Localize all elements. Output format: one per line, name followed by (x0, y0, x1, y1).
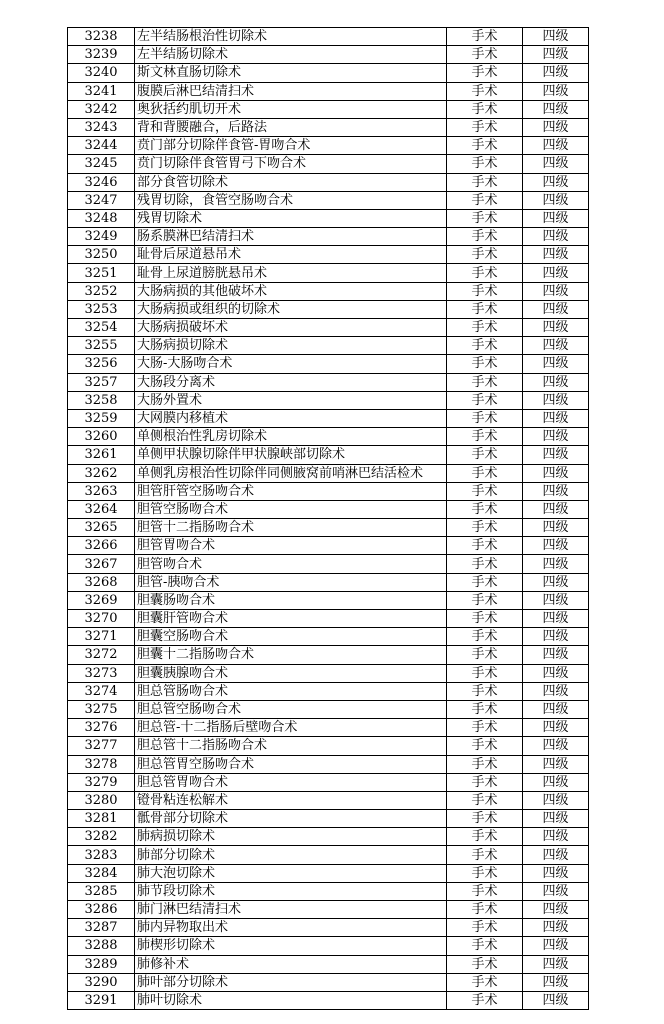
category-cell: 手术 (447, 628, 523, 646)
row-number-cell: 3279 (68, 773, 135, 791)
table-row (68, 882, 589, 900)
category-cell: 手术 (447, 882, 523, 900)
row-number-cell: 3248 (68, 209, 135, 227)
procedure-name-cell: 斯文林直肠切除术 (135, 64, 447, 82)
table-row (68, 628, 589, 646)
procedure-name-cell: 贲门切除伴食管胃弓下吻合术 (135, 155, 447, 173)
category-cell: 手术 (447, 391, 523, 409)
row-number-cell: 3257 (68, 373, 135, 391)
procedure-name-cell: 残胃切除，食管空肠吻合术 (135, 191, 447, 209)
procedure-name-cell: 胆总管肠吻合术 (135, 682, 447, 700)
category-cell: 手术 (447, 682, 523, 700)
grade-level-cell: 四级 (523, 409, 589, 427)
category-cell: 手术 (447, 246, 523, 264)
table-row (68, 664, 589, 682)
procedure-name-cell: 胆管胃吻合术 (135, 537, 447, 555)
table-row (68, 337, 589, 355)
procedure-name-cell: 肺门淋巴结清扫术 (135, 901, 447, 919)
table-row (68, 646, 589, 664)
grade-level-cell: 四级 (523, 100, 589, 118)
table-row (68, 191, 589, 209)
row-number-cell: 3277 (68, 737, 135, 755)
grade-level-cell: 四级 (523, 882, 589, 900)
row-number-cell: 3271 (68, 628, 135, 646)
grade-level-cell: 四级 (523, 901, 589, 919)
row-number-cell: 3260 (68, 428, 135, 446)
grade-level-cell: 四级 (523, 391, 589, 409)
procedure-name-cell: 肺内异物取出术 (135, 919, 447, 937)
grade-level-cell: 四级 (523, 300, 589, 318)
procedure-name-cell: 左半结肠切除术 (135, 46, 447, 64)
procedure-name-cell: 腹膜后淋巴结清扫术 (135, 82, 447, 100)
row-number-cell: 3284 (68, 864, 135, 882)
row-number-cell: 3259 (68, 409, 135, 427)
table-row (68, 955, 589, 973)
row-number-cell: 3285 (68, 882, 135, 900)
category-cell: 手术 (447, 173, 523, 191)
procedure-name-cell: 残胃切除术 (135, 209, 447, 227)
procedure-name-cell: 单侧甲状腺切除伴甲状腺峡部切除术 (135, 446, 447, 464)
category-cell: 手术 (447, 955, 523, 973)
category-cell: 手术 (447, 191, 523, 209)
table-row (68, 937, 589, 955)
row-number-cell: 3281 (68, 810, 135, 828)
grade-level-cell: 四级 (523, 118, 589, 136)
category-cell: 手术 (447, 755, 523, 773)
procedure-name-cell: 胆总管十二指肠吻合术 (135, 737, 447, 755)
category-cell: 手术 (447, 46, 523, 64)
category-cell: 手术 (447, 573, 523, 591)
procedure-name-cell: 胆囊胰腺吻合术 (135, 664, 447, 682)
row-number-cell: 3275 (68, 700, 135, 718)
procedure-name-cell: 胆囊十二指肠吻合术 (135, 646, 447, 664)
procedure-name-cell: 大网膜内移植术 (135, 409, 447, 427)
grade-level-cell: 四级 (523, 64, 589, 82)
row-number-cell: 3283 (68, 846, 135, 864)
procedure-name-cell: 耻骨后尿道悬吊术 (135, 246, 447, 264)
table-row (68, 373, 589, 391)
table-row (68, 846, 589, 864)
row-number-cell: 3288 (68, 937, 135, 955)
category-cell: 手术 (447, 482, 523, 500)
grade-level-cell: 四级 (523, 482, 589, 500)
grade-level-cell: 四级 (523, 991, 589, 1009)
row-number-cell: 3256 (68, 355, 135, 373)
category-cell: 手术 (447, 773, 523, 791)
grade-level-cell: 四级 (523, 428, 589, 446)
grade-level-cell: 四级 (523, 828, 589, 846)
category-cell: 手术 (447, 901, 523, 919)
grade-level-cell: 四级 (523, 319, 589, 337)
row-number-cell: 3278 (68, 755, 135, 773)
procedure-name-cell: 背和背腰融合，后路法 (135, 118, 447, 136)
category-cell: 手术 (447, 28, 523, 46)
category-cell: 手术 (447, 64, 523, 82)
procedure-name-cell: 左半结肠根治性切除术 (135, 28, 447, 46)
grade-level-cell: 四级 (523, 464, 589, 482)
table-row (68, 82, 589, 100)
grade-level-cell: 四级 (523, 155, 589, 173)
row-number-cell: 3287 (68, 919, 135, 937)
grade-level-cell: 四级 (523, 773, 589, 791)
table-row (68, 810, 589, 828)
procedure-name-cell: 胆囊空肠吻合术 (135, 628, 447, 646)
category-cell: 手术 (447, 991, 523, 1009)
procedure-name-cell: 肠系膜淋巴结清扫术 (135, 228, 447, 246)
grade-level-cell: 四级 (523, 537, 589, 555)
row-number-cell: 3274 (68, 682, 135, 700)
row-number-cell: 3242 (68, 100, 135, 118)
category-cell: 手术 (447, 810, 523, 828)
category-cell: 手术 (447, 646, 523, 664)
category-cell: 手术 (447, 700, 523, 718)
procedure-name-cell: 胆总管空肠吻合术 (135, 700, 447, 718)
category-cell: 手术 (447, 828, 523, 846)
row-number-cell: 3254 (68, 319, 135, 337)
category-cell: 手术 (447, 591, 523, 609)
category-cell: 手术 (447, 209, 523, 227)
row-number-cell: 3276 (68, 719, 135, 737)
category-cell: 手术 (447, 100, 523, 118)
row-number-cell: 3290 (68, 973, 135, 991)
table-row (68, 28, 589, 46)
table-row (68, 919, 589, 937)
table-row (68, 137, 589, 155)
category-cell: 手术 (447, 264, 523, 282)
table-row (68, 555, 589, 573)
table-row (68, 573, 589, 591)
category-cell: 手术 (447, 864, 523, 882)
procedure-name-cell: 胆囊肝管吻合术 (135, 610, 447, 628)
procedure-name-cell: 单侧根治性乳房切除术 (135, 428, 447, 446)
procedure-name-cell: 单侧乳房根治性切除伴同侧腋窝前哨淋巴结活检术 (135, 464, 447, 482)
table-row (68, 864, 589, 882)
row-number-cell: 3249 (68, 228, 135, 246)
table-row (68, 64, 589, 82)
grade-level-cell: 四级 (523, 555, 589, 573)
procedure-name-cell: 贲门部分切除伴食管-胃吻合术 (135, 137, 447, 155)
category-cell: 手术 (447, 155, 523, 173)
category-cell: 手术 (447, 118, 523, 136)
category-cell: 手术 (447, 300, 523, 318)
category-cell: 手术 (447, 537, 523, 555)
category-cell: 手术 (447, 610, 523, 628)
row-number-cell: 3243 (68, 118, 135, 136)
grade-level-cell: 四级 (523, 610, 589, 628)
grade-level-cell: 四级 (523, 28, 589, 46)
procedure-name-cell: 肺叶切除术 (135, 991, 447, 1009)
grade-level-cell: 四级 (523, 937, 589, 955)
procedure-name-cell: 胆管-胰吻合术 (135, 573, 447, 591)
procedure-name-cell: 大肠外置术 (135, 391, 447, 409)
category-cell: 手术 (447, 228, 523, 246)
grade-level-cell: 四级 (523, 209, 589, 227)
row-number-cell: 3238 (68, 28, 135, 46)
row-number-cell: 3245 (68, 155, 135, 173)
row-number-cell: 3247 (68, 191, 135, 209)
table-row (68, 773, 589, 791)
category-cell: 手术 (447, 464, 523, 482)
table-row (68, 737, 589, 755)
grade-level-cell: 四级 (523, 46, 589, 64)
grade-level-cell: 四级 (523, 573, 589, 591)
row-number-cell: 3272 (68, 646, 135, 664)
category-cell: 手术 (447, 664, 523, 682)
table-row (68, 391, 589, 409)
row-number-cell: 3255 (68, 337, 135, 355)
row-number-cell: 3264 (68, 500, 135, 518)
grade-level-cell: 四级 (523, 282, 589, 300)
procedure-name-cell: 肺楔形切除术 (135, 937, 447, 955)
table-row (68, 446, 589, 464)
procedure-name-cell: 肺修补术 (135, 955, 447, 973)
grade-level-cell: 四级 (523, 719, 589, 737)
procedure-name-cell: 耻骨上尿道膀胱悬吊术 (135, 264, 447, 282)
table-row (68, 537, 589, 555)
row-number-cell: 3282 (68, 828, 135, 846)
table-row (68, 482, 589, 500)
row-number-cell: 3267 (68, 555, 135, 573)
grade-level-cell: 四级 (523, 810, 589, 828)
row-number-cell: 3246 (68, 173, 135, 191)
table-row (68, 264, 589, 282)
procedure-name-cell: 胆管空肠吻合术 (135, 500, 447, 518)
grade-level-cell: 四级 (523, 264, 589, 282)
grade-level-cell: 四级 (523, 246, 589, 264)
category-cell: 手术 (447, 428, 523, 446)
procedure-name-cell: 大肠段分离术 (135, 373, 447, 391)
row-number-cell: 3253 (68, 300, 135, 318)
procedure-table-body (68, 28, 589, 1010)
procedure-table-sheet (67, 27, 588, 1010)
grade-level-cell: 四级 (523, 82, 589, 100)
grade-level-cell: 四级 (523, 137, 589, 155)
table-row (68, 901, 589, 919)
grade-level-cell: 四级 (523, 700, 589, 718)
category-cell: 手术 (447, 446, 523, 464)
procedure-name-cell: 胆管肝管空肠吻合术 (135, 482, 447, 500)
row-number-cell: 3265 (68, 519, 135, 537)
category-cell: 手术 (447, 500, 523, 518)
grade-level-cell: 四级 (523, 591, 589, 609)
grade-level-cell: 四级 (523, 682, 589, 700)
row-number-cell: 3289 (68, 955, 135, 973)
category-cell: 手术 (447, 319, 523, 337)
procedure-name-cell: 肺叶部分切除术 (135, 973, 447, 991)
table-row (68, 100, 589, 118)
category-cell: 手术 (447, 719, 523, 737)
procedure-name-cell: 大肠病损破坏术 (135, 319, 447, 337)
row-number-cell: 3269 (68, 591, 135, 609)
grade-level-cell: 四级 (523, 791, 589, 809)
table-row (68, 719, 589, 737)
procedure-name-cell: 肺大泡切除术 (135, 864, 447, 882)
procedure-name-cell: 胆总管-十二指肠后壁吻合术 (135, 719, 447, 737)
table-row (68, 519, 589, 537)
category-cell: 手术 (447, 137, 523, 155)
row-number-cell: 3244 (68, 137, 135, 155)
row-number-cell: 3258 (68, 391, 135, 409)
table-row (68, 155, 589, 173)
grade-level-cell: 四级 (523, 755, 589, 773)
row-number-cell: 3262 (68, 464, 135, 482)
table-row (68, 973, 589, 991)
category-cell: 手术 (447, 555, 523, 573)
procedure-name-cell: 大肠病损或组织的切除术 (135, 300, 447, 318)
procedure-name-cell: 大肠病损切除术 (135, 337, 447, 355)
table-row (68, 246, 589, 264)
grade-level-cell: 四级 (523, 664, 589, 682)
category-cell: 手术 (447, 791, 523, 809)
table-row (68, 173, 589, 191)
row-number-cell: 3239 (68, 46, 135, 64)
table-row (68, 228, 589, 246)
table-row (68, 464, 589, 482)
grade-level-cell: 四级 (523, 373, 589, 391)
grade-level-cell: 四级 (523, 846, 589, 864)
grade-level-cell: 四级 (523, 646, 589, 664)
category-cell: 手术 (447, 282, 523, 300)
grade-level-cell: 四级 (523, 228, 589, 246)
table-row (68, 282, 589, 300)
row-number-cell: 3273 (68, 664, 135, 682)
row-number-cell: 3280 (68, 791, 135, 809)
grade-level-cell: 四级 (523, 500, 589, 518)
grade-level-cell: 四级 (523, 919, 589, 937)
table-row (68, 682, 589, 700)
procedure-name-cell: 肺病损切除术 (135, 828, 447, 846)
table-row (68, 828, 589, 846)
category-cell: 手术 (447, 919, 523, 937)
procedure-name-cell: 大肠-大肠吻合术 (135, 355, 447, 373)
table-row (68, 46, 589, 64)
table-row (68, 791, 589, 809)
grade-level-cell: 四级 (523, 973, 589, 991)
grade-level-cell: 四级 (523, 173, 589, 191)
row-number-cell: 3240 (68, 64, 135, 82)
category-cell: 手术 (447, 973, 523, 991)
category-cell: 手术 (447, 737, 523, 755)
table-row (68, 319, 589, 337)
procedure-name-cell: 肺节段切除术 (135, 882, 447, 900)
category-cell: 手术 (447, 337, 523, 355)
table-row (68, 755, 589, 773)
grade-level-cell: 四级 (523, 864, 589, 882)
procedure-name-cell: 奥狄括约肌切开术 (135, 100, 447, 118)
row-number-cell: 3270 (68, 610, 135, 628)
row-number-cell: 3263 (68, 482, 135, 500)
grade-level-cell: 四级 (523, 737, 589, 755)
table-row (68, 700, 589, 718)
grade-level-cell: 四级 (523, 337, 589, 355)
row-number-cell: 3251 (68, 264, 135, 282)
procedure-name-cell: 胆总管胃吻合术 (135, 773, 447, 791)
row-number-cell: 3241 (68, 82, 135, 100)
table-row (68, 409, 589, 427)
procedure-table (67, 27, 589, 1010)
grade-level-cell: 四级 (523, 446, 589, 464)
row-number-cell: 3291 (68, 991, 135, 1009)
category-cell: 手术 (447, 937, 523, 955)
table-row (68, 300, 589, 318)
procedure-name-cell: 部分食管切除术 (135, 173, 447, 191)
category-cell: 手术 (447, 519, 523, 537)
grade-level-cell: 四级 (523, 355, 589, 373)
table-row (68, 355, 589, 373)
procedure-name-cell: 骶骨部分切除术 (135, 810, 447, 828)
row-number-cell: 3252 (68, 282, 135, 300)
row-number-cell: 3286 (68, 901, 135, 919)
grade-level-cell: 四级 (523, 628, 589, 646)
category-cell: 手术 (447, 373, 523, 391)
procedure-name-cell: 肺部分切除术 (135, 846, 447, 864)
procedure-name-cell: 胆管吻合术 (135, 555, 447, 573)
procedure-name-cell: 胆囊肠吻合术 (135, 591, 447, 609)
table-row (68, 591, 589, 609)
category-cell: 手术 (447, 82, 523, 100)
category-cell: 手术 (447, 355, 523, 373)
grade-level-cell: 四级 (523, 955, 589, 973)
procedure-name-cell: 大肠病损的其他破坏术 (135, 282, 447, 300)
grade-level-cell: 四级 (523, 519, 589, 537)
grade-level-cell: 四级 (523, 191, 589, 209)
row-number-cell: 3261 (68, 446, 135, 464)
table-row (68, 209, 589, 227)
procedure-name-cell: 胆总管胃空肠吻合术 (135, 755, 447, 773)
row-number-cell: 3250 (68, 246, 135, 264)
table-row (68, 610, 589, 628)
table-row (68, 118, 589, 136)
row-number-cell: 3266 (68, 537, 135, 555)
row-number-cell: 3268 (68, 573, 135, 591)
table-row (68, 991, 589, 1009)
table-row (68, 428, 589, 446)
table-row (68, 500, 589, 518)
procedure-name-cell: 胆管十二指肠吻合术 (135, 519, 447, 537)
category-cell: 手术 (447, 409, 523, 427)
procedure-name-cell: 镫骨粘连松解术 (135, 791, 447, 809)
category-cell: 手术 (447, 846, 523, 864)
